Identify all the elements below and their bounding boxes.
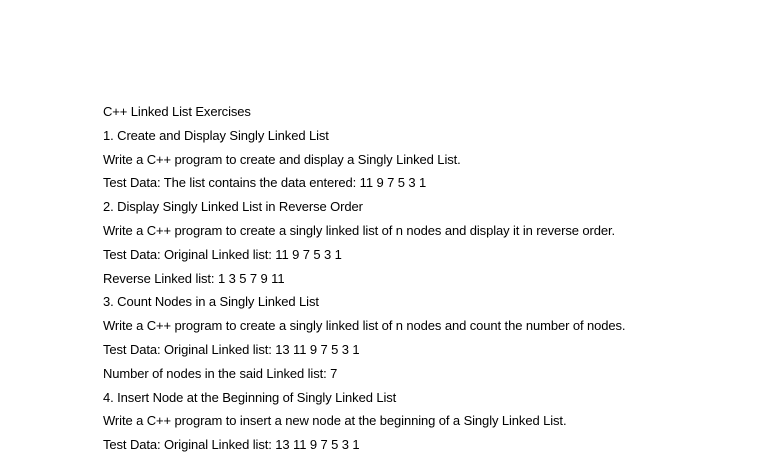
exercise-3-test-data: Test Data: Original Linked list: 13 11 9 7 5 3 1 <box>103 341 360 357</box>
exercise-4-test-data: Test Data: Original Linked list: 13 11 9 7 5 3 1 <box>103 437 360 453</box>
exercise-2-output: Reverse Linked list: 1 3 5 7 9 11 <box>103 270 285 286</box>
exercise-1-heading: 1. Create and Display Singly Linked List <box>103 127 329 143</box>
exercise-2-description: Write a C++ program to create a singly linked list of n nodes and display it in reverse order. <box>103 222 616 238</box>
exercise-2-test-data: Test Data: Original Linked list: 11 9 7 5 3 1 <box>103 246 342 262</box>
document-body <box>103 100 773 457</box>
exercise-1-description: Write a C++ program to create and display a Singly Linked List. <box>103 151 461 167</box>
exercise-3-heading: 3. Count Nodes in a Singly Linked List <box>103 294 319 310</box>
exercise-3-description: Write a C++ program to create a singly linked list of n nodes and count the number of nodes. <box>103 318 626 334</box>
exercise-2-heading: 2. Display Singly Linked List in Reverse Order <box>103 199 363 215</box>
document-title: C++ Linked List Exercises <box>103 104 251 119</box>
exercise-4-description: Write a C++ program to insert a new node at the beginning of a Singly Linked List. <box>103 413 567 429</box>
exercise-1-test-data: Test Data: The list contains the data entered: 11 9 7 5 3 1 <box>103 175 427 191</box>
exercise-4-heading: 4. Insert Node at the Beginning of Singly Linked List <box>103 389 397 405</box>
exercise-3-output: Number of nodes in the said Linked list: 7 <box>103 365 338 381</box>
